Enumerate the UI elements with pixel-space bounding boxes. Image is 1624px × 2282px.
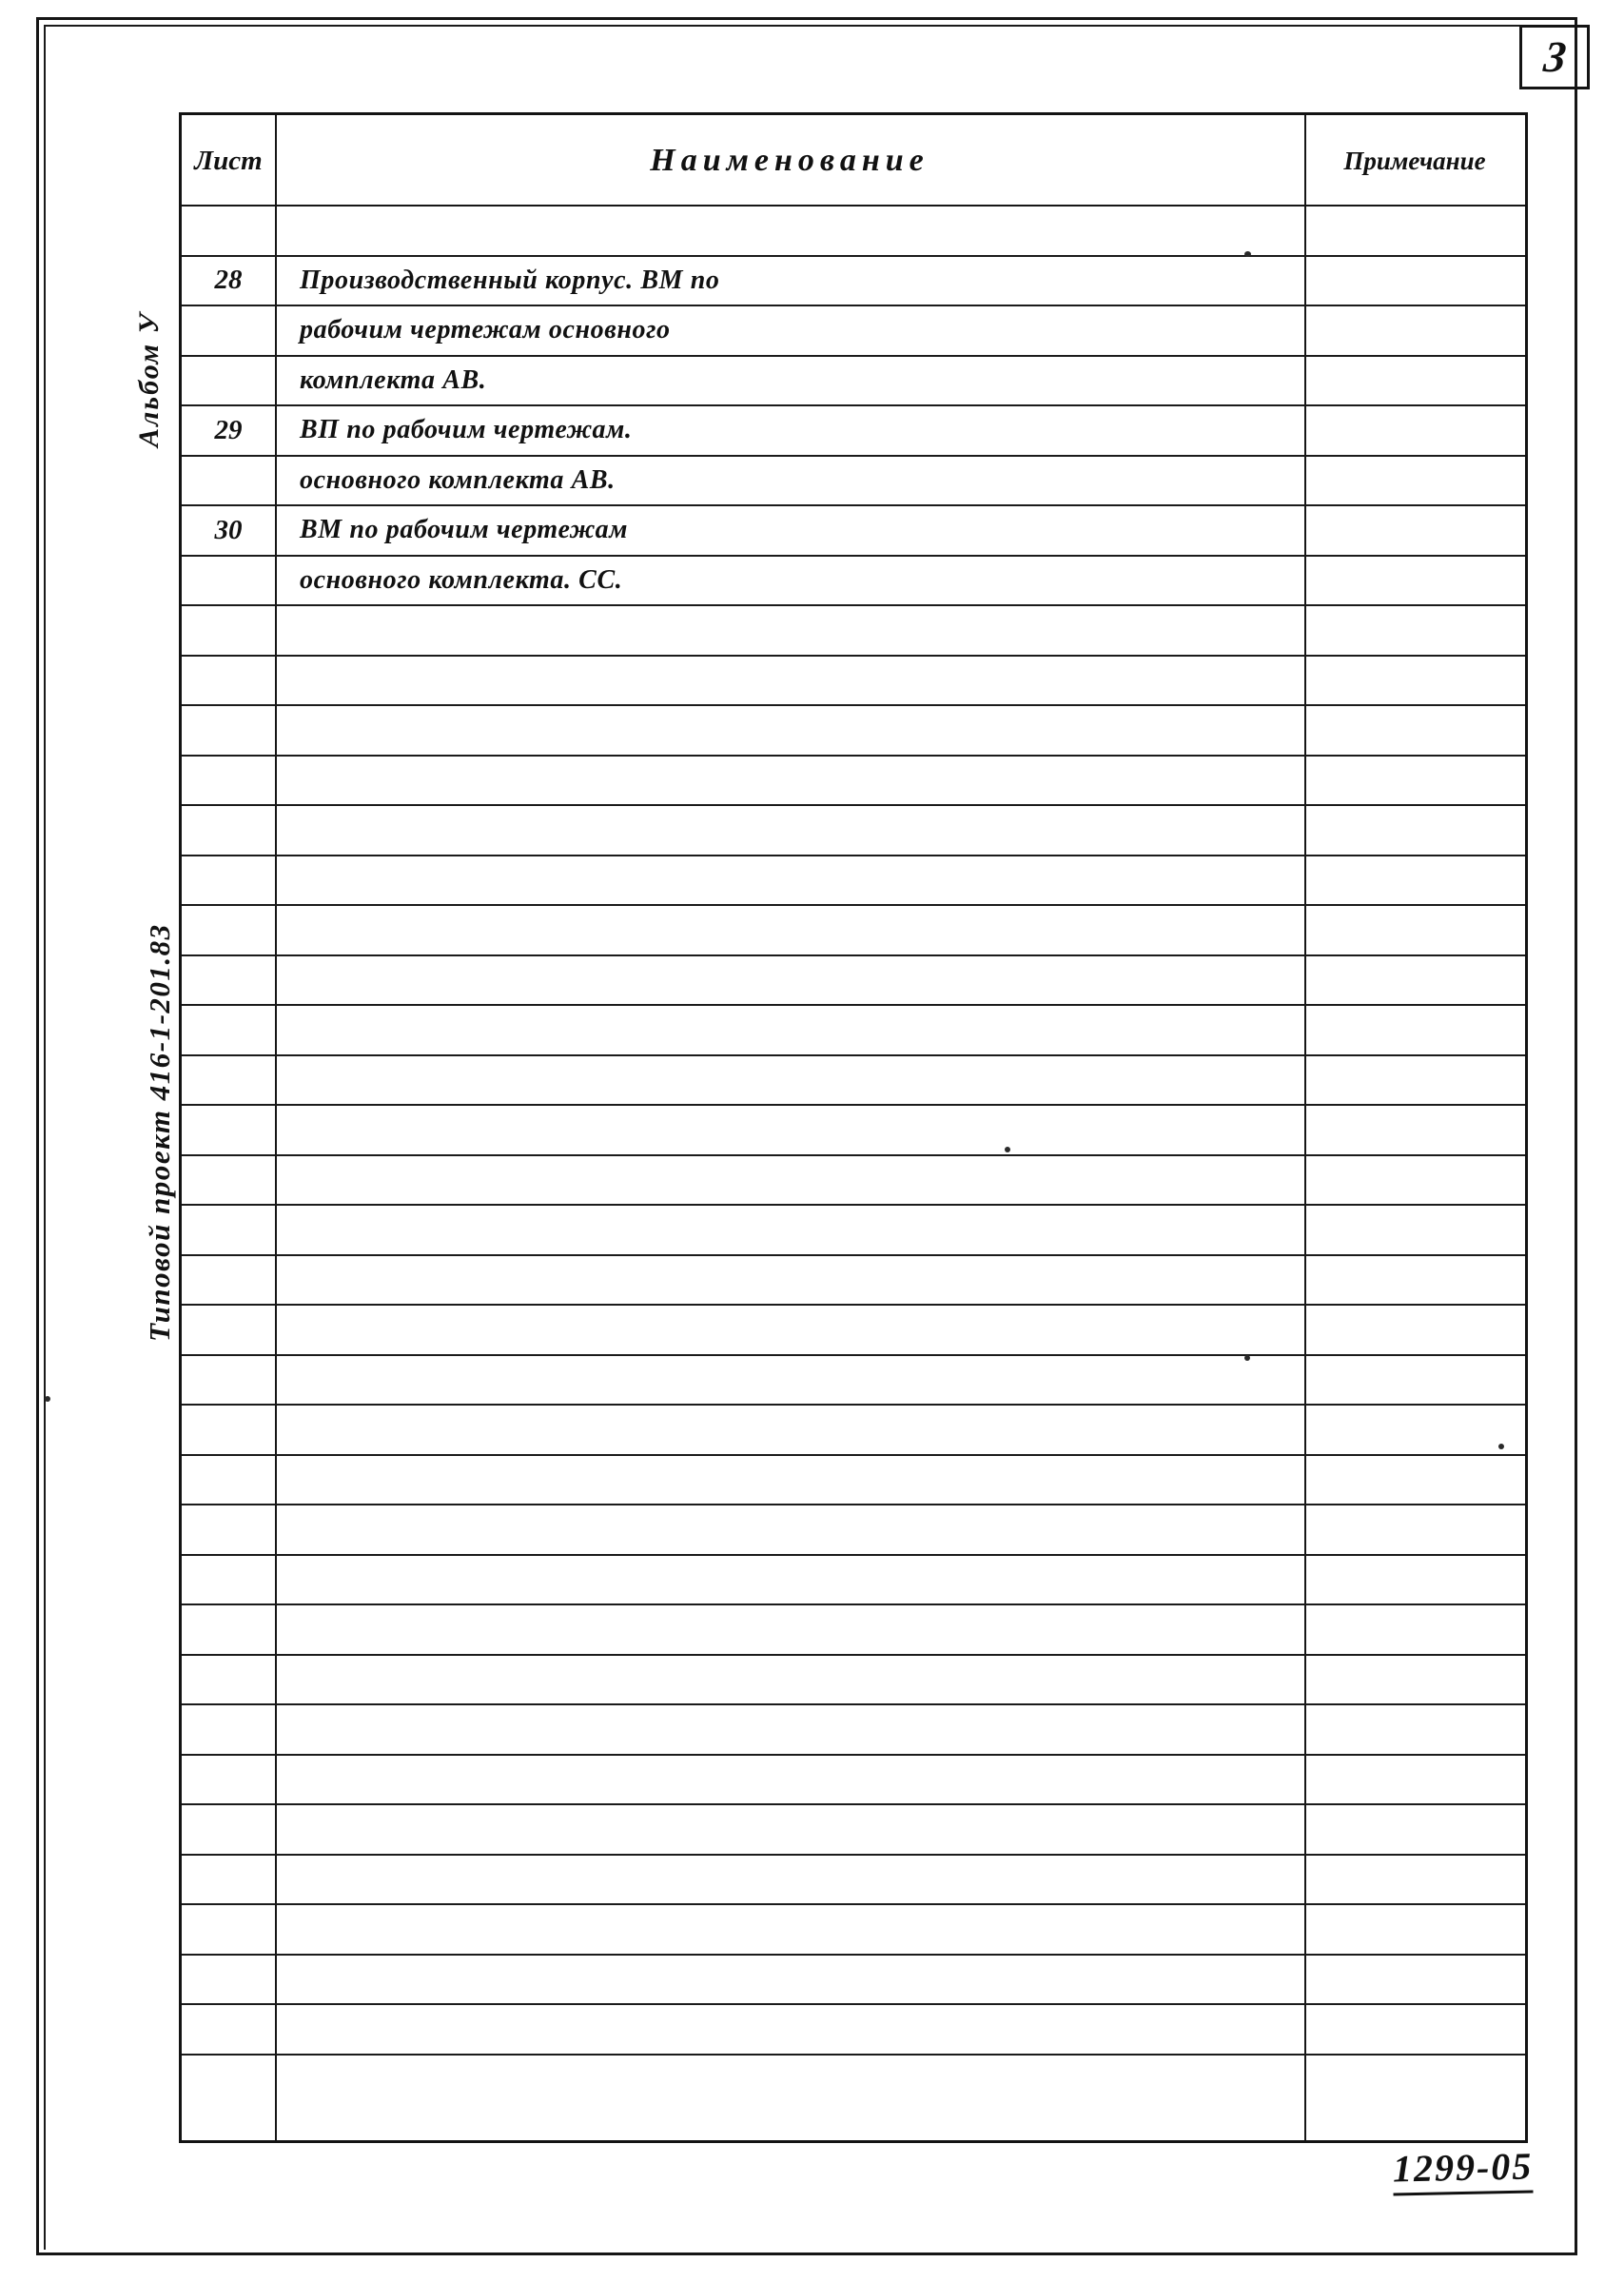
cell-name bbox=[275, 657, 1304, 705]
cell-sheet-number bbox=[182, 606, 275, 655]
ink-speck bbox=[1244, 251, 1251, 257]
cell-note bbox=[1304, 2056, 1525, 2106]
table-row bbox=[182, 1256, 1525, 1307]
cell-sheet-number bbox=[182, 706, 275, 755]
cell-note bbox=[1304, 856, 1525, 905]
cell-note bbox=[1304, 357, 1525, 405]
cell-sheet-number bbox=[182, 207, 275, 255]
ink-speck bbox=[1498, 1444, 1504, 1449]
cell-sheet-number bbox=[182, 1356, 275, 1405]
cell-note bbox=[1304, 557, 1525, 605]
table-row bbox=[182, 406, 1525, 457]
table-row bbox=[182, 2005, 1525, 2056]
cell-sheet-number bbox=[182, 1156, 275, 1205]
cell-name: основного комплекта АВ. bbox=[300, 464, 616, 495]
cell-sheet-number: 29 bbox=[214, 414, 243, 445]
cell-note bbox=[1304, 257, 1525, 305]
cell-note bbox=[1304, 457, 1525, 505]
cell-name bbox=[275, 1805, 1304, 1854]
cell-note bbox=[1304, 606, 1525, 655]
table-row bbox=[182, 1505, 1525, 1556]
table-row bbox=[182, 806, 1525, 856]
cell-sheet-number bbox=[182, 1656, 275, 1704]
table-row bbox=[182, 306, 1525, 357]
table-row bbox=[182, 906, 1525, 956]
cell-name: основного комплекта. СС. bbox=[300, 564, 623, 595]
header-note: Примечание bbox=[1343, 146, 1486, 175]
cell-note bbox=[1304, 1356, 1525, 1405]
table-row bbox=[182, 1656, 1525, 1706]
cell-note bbox=[1304, 757, 1525, 805]
cell-sheet-number bbox=[182, 757, 275, 805]
cell-note bbox=[1304, 1905, 1525, 1954]
cell-name bbox=[275, 1856, 1304, 1904]
cell-sheet-number bbox=[182, 657, 275, 705]
ink-speck bbox=[1244, 1355, 1250, 1361]
table-row bbox=[182, 2056, 1525, 2106]
cell-sheet-number bbox=[182, 1256, 275, 1305]
table-row bbox=[182, 506, 1525, 557]
table-row bbox=[182, 856, 1525, 907]
document-code bbox=[1392, 2143, 1533, 2195]
header-name: Наименование bbox=[650, 143, 929, 178]
cell-sheet-number bbox=[182, 1905, 275, 1954]
cell-sheet-number bbox=[182, 1306, 275, 1354]
cell-sheet-number bbox=[182, 306, 275, 355]
cell-name bbox=[275, 1505, 1304, 1554]
cell-sheet-number bbox=[182, 1006, 275, 1054]
cell-note bbox=[1304, 406, 1525, 455]
cell-sheet-number bbox=[182, 2056, 275, 2106]
cell-name bbox=[275, 1306, 1304, 1354]
cell-name bbox=[275, 606, 1304, 655]
table-row bbox=[182, 956, 1525, 1007]
page-number-box bbox=[1519, 25, 1590, 89]
table-row bbox=[182, 1905, 1525, 1956]
cell-note bbox=[1304, 1256, 1525, 1305]
cell-sheet-number bbox=[182, 1556, 275, 1604]
table-row bbox=[182, 1456, 1525, 1506]
cell-sheet-number bbox=[182, 1805, 275, 1854]
cell-name bbox=[275, 1056, 1304, 1105]
cell-note bbox=[1304, 1705, 1525, 1754]
cell-name: ВП по рабочим чертежам. bbox=[300, 415, 633, 445]
table-row bbox=[182, 757, 1525, 807]
cell-note bbox=[1304, 956, 1525, 1005]
cell-sheet-number bbox=[182, 1456, 275, 1505]
cell-sheet-number bbox=[182, 457, 275, 505]
cell-note bbox=[1304, 1206, 1525, 1254]
cell-name: ВМ по рабочим чертежам bbox=[300, 515, 629, 545]
table-row bbox=[182, 1406, 1525, 1456]
cell-name bbox=[275, 1156, 1304, 1205]
cell-name bbox=[275, 1106, 1304, 1154]
cell-name bbox=[275, 706, 1304, 755]
cell-sheet-number bbox=[182, 806, 275, 855]
table-row bbox=[182, 257, 1525, 307]
cell-name bbox=[275, 1905, 1304, 1954]
cell-note bbox=[1304, 657, 1525, 705]
cell-name: Производственный корпус. ВМ по bbox=[300, 265, 720, 295]
cell-name bbox=[275, 1256, 1304, 1305]
cell-sheet-number bbox=[182, 1856, 275, 1904]
table-row bbox=[182, 706, 1525, 757]
project-label: Типовой проект 416-1-201.83 bbox=[143, 923, 176, 1342]
table-row bbox=[182, 557, 1525, 607]
cell-sheet-number bbox=[182, 1106, 275, 1154]
table-row bbox=[182, 1356, 1525, 1407]
table-row bbox=[182, 207, 1525, 257]
album-label: Альбом У bbox=[133, 311, 165, 447]
cell-name: комплекта АВ. bbox=[300, 364, 487, 395]
cell-note bbox=[1304, 1656, 1525, 1704]
cell-note bbox=[1304, 1456, 1525, 1505]
cell-note bbox=[1304, 1856, 1525, 1904]
table-row bbox=[182, 1705, 1525, 1756]
table-row bbox=[182, 357, 1525, 407]
cell-name bbox=[275, 2056, 1304, 2106]
table-row bbox=[182, 657, 1525, 707]
page-number: 3 bbox=[1540, 32, 1569, 81]
cell-name bbox=[275, 2005, 1304, 2054]
cell-note bbox=[1304, 806, 1525, 855]
table-row bbox=[182, 1856, 1525, 1906]
table-row bbox=[182, 457, 1525, 507]
cell-name bbox=[275, 956, 1304, 1005]
cell-note bbox=[1304, 207, 1525, 255]
table-row bbox=[182, 1956, 1525, 2006]
cell-note bbox=[1304, 1605, 1525, 1654]
table-row bbox=[182, 1805, 1525, 1856]
cell-sheet-number bbox=[182, 1705, 275, 1754]
cell-note bbox=[1304, 1006, 1525, 1054]
table-row bbox=[182, 1156, 1525, 1207]
cell-name bbox=[275, 1605, 1304, 1654]
cell-name bbox=[275, 1206, 1304, 1254]
table-row bbox=[182, 606, 1525, 657]
cell-sheet-number bbox=[182, 1605, 275, 1654]
cell-sheet-number: 28 bbox=[214, 265, 243, 296]
cell-note bbox=[1304, 1406, 1525, 1454]
cell-name bbox=[275, 1956, 1304, 2004]
cell-note bbox=[1304, 906, 1525, 954]
ink-speck bbox=[1005, 1147, 1010, 1152]
cell-sheet-number bbox=[182, 1756, 275, 1804]
cell-note bbox=[1304, 2005, 1525, 2054]
table-header-row bbox=[182, 115, 1525, 207]
cell-note bbox=[1304, 706, 1525, 755]
cell-sheet-number bbox=[182, 906, 275, 954]
cell-note bbox=[1304, 1505, 1525, 1554]
cell-name bbox=[275, 1556, 1304, 1604]
cell-name bbox=[275, 1756, 1304, 1804]
cell-sheet-number bbox=[182, 1406, 275, 1454]
cell-name bbox=[275, 1406, 1304, 1454]
table-row bbox=[182, 1056, 1525, 1107]
cell-name: рабочим чертежам основного bbox=[300, 315, 671, 345]
cell-name bbox=[275, 806, 1304, 855]
cell-note bbox=[1304, 1756, 1525, 1804]
cell-name bbox=[275, 757, 1304, 805]
cell-sheet-number bbox=[182, 1956, 275, 2004]
cell-note bbox=[1304, 1056, 1525, 1105]
cell-name bbox=[275, 1006, 1304, 1054]
cell-name bbox=[275, 1656, 1304, 1704]
cell-name bbox=[275, 207, 1304, 255]
cell-name bbox=[275, 1456, 1304, 1505]
table-row bbox=[182, 1206, 1525, 1256]
cell-sheet-number bbox=[182, 357, 275, 405]
document-code-text: 1299-05 bbox=[1392, 2144, 1534, 2191]
table-row bbox=[182, 1756, 1525, 1806]
table-row bbox=[182, 1556, 1525, 1606]
cell-name bbox=[275, 906, 1304, 954]
header-sheet: Лист bbox=[194, 145, 263, 176]
cell-note bbox=[1304, 1156, 1525, 1205]
cell-name bbox=[275, 1705, 1304, 1754]
cell-sheet-number bbox=[182, 1206, 275, 1254]
cell-sheet-number bbox=[182, 1505, 275, 1554]
cell-sheet-number: 30 bbox=[214, 514, 243, 545]
cell-name bbox=[275, 1356, 1304, 1405]
cell-note bbox=[1304, 1556, 1525, 1604]
cell-sheet-number bbox=[182, 856, 275, 905]
cell-note bbox=[1304, 1956, 1525, 2004]
cell-sheet-number bbox=[182, 557, 275, 605]
table-body bbox=[182, 207, 1525, 2140]
cell-sheet-number bbox=[182, 2005, 275, 2054]
cell-note bbox=[1304, 306, 1525, 355]
cell-note bbox=[1304, 1805, 1525, 1854]
table-row bbox=[182, 1006, 1525, 1056]
table-row bbox=[182, 1106, 1525, 1156]
cell-note bbox=[1304, 506, 1525, 555]
cell-sheet-number bbox=[182, 956, 275, 1005]
cell-note bbox=[1304, 1306, 1525, 1354]
cell-note bbox=[1304, 1106, 1525, 1154]
cell-name bbox=[275, 856, 1304, 905]
contents-table bbox=[179, 112, 1528, 2143]
cell-sheet-number bbox=[182, 1056, 275, 1105]
ink-speck bbox=[45, 1396, 50, 1402]
table-row bbox=[182, 1306, 1525, 1356]
table-row bbox=[182, 1605, 1525, 1656]
